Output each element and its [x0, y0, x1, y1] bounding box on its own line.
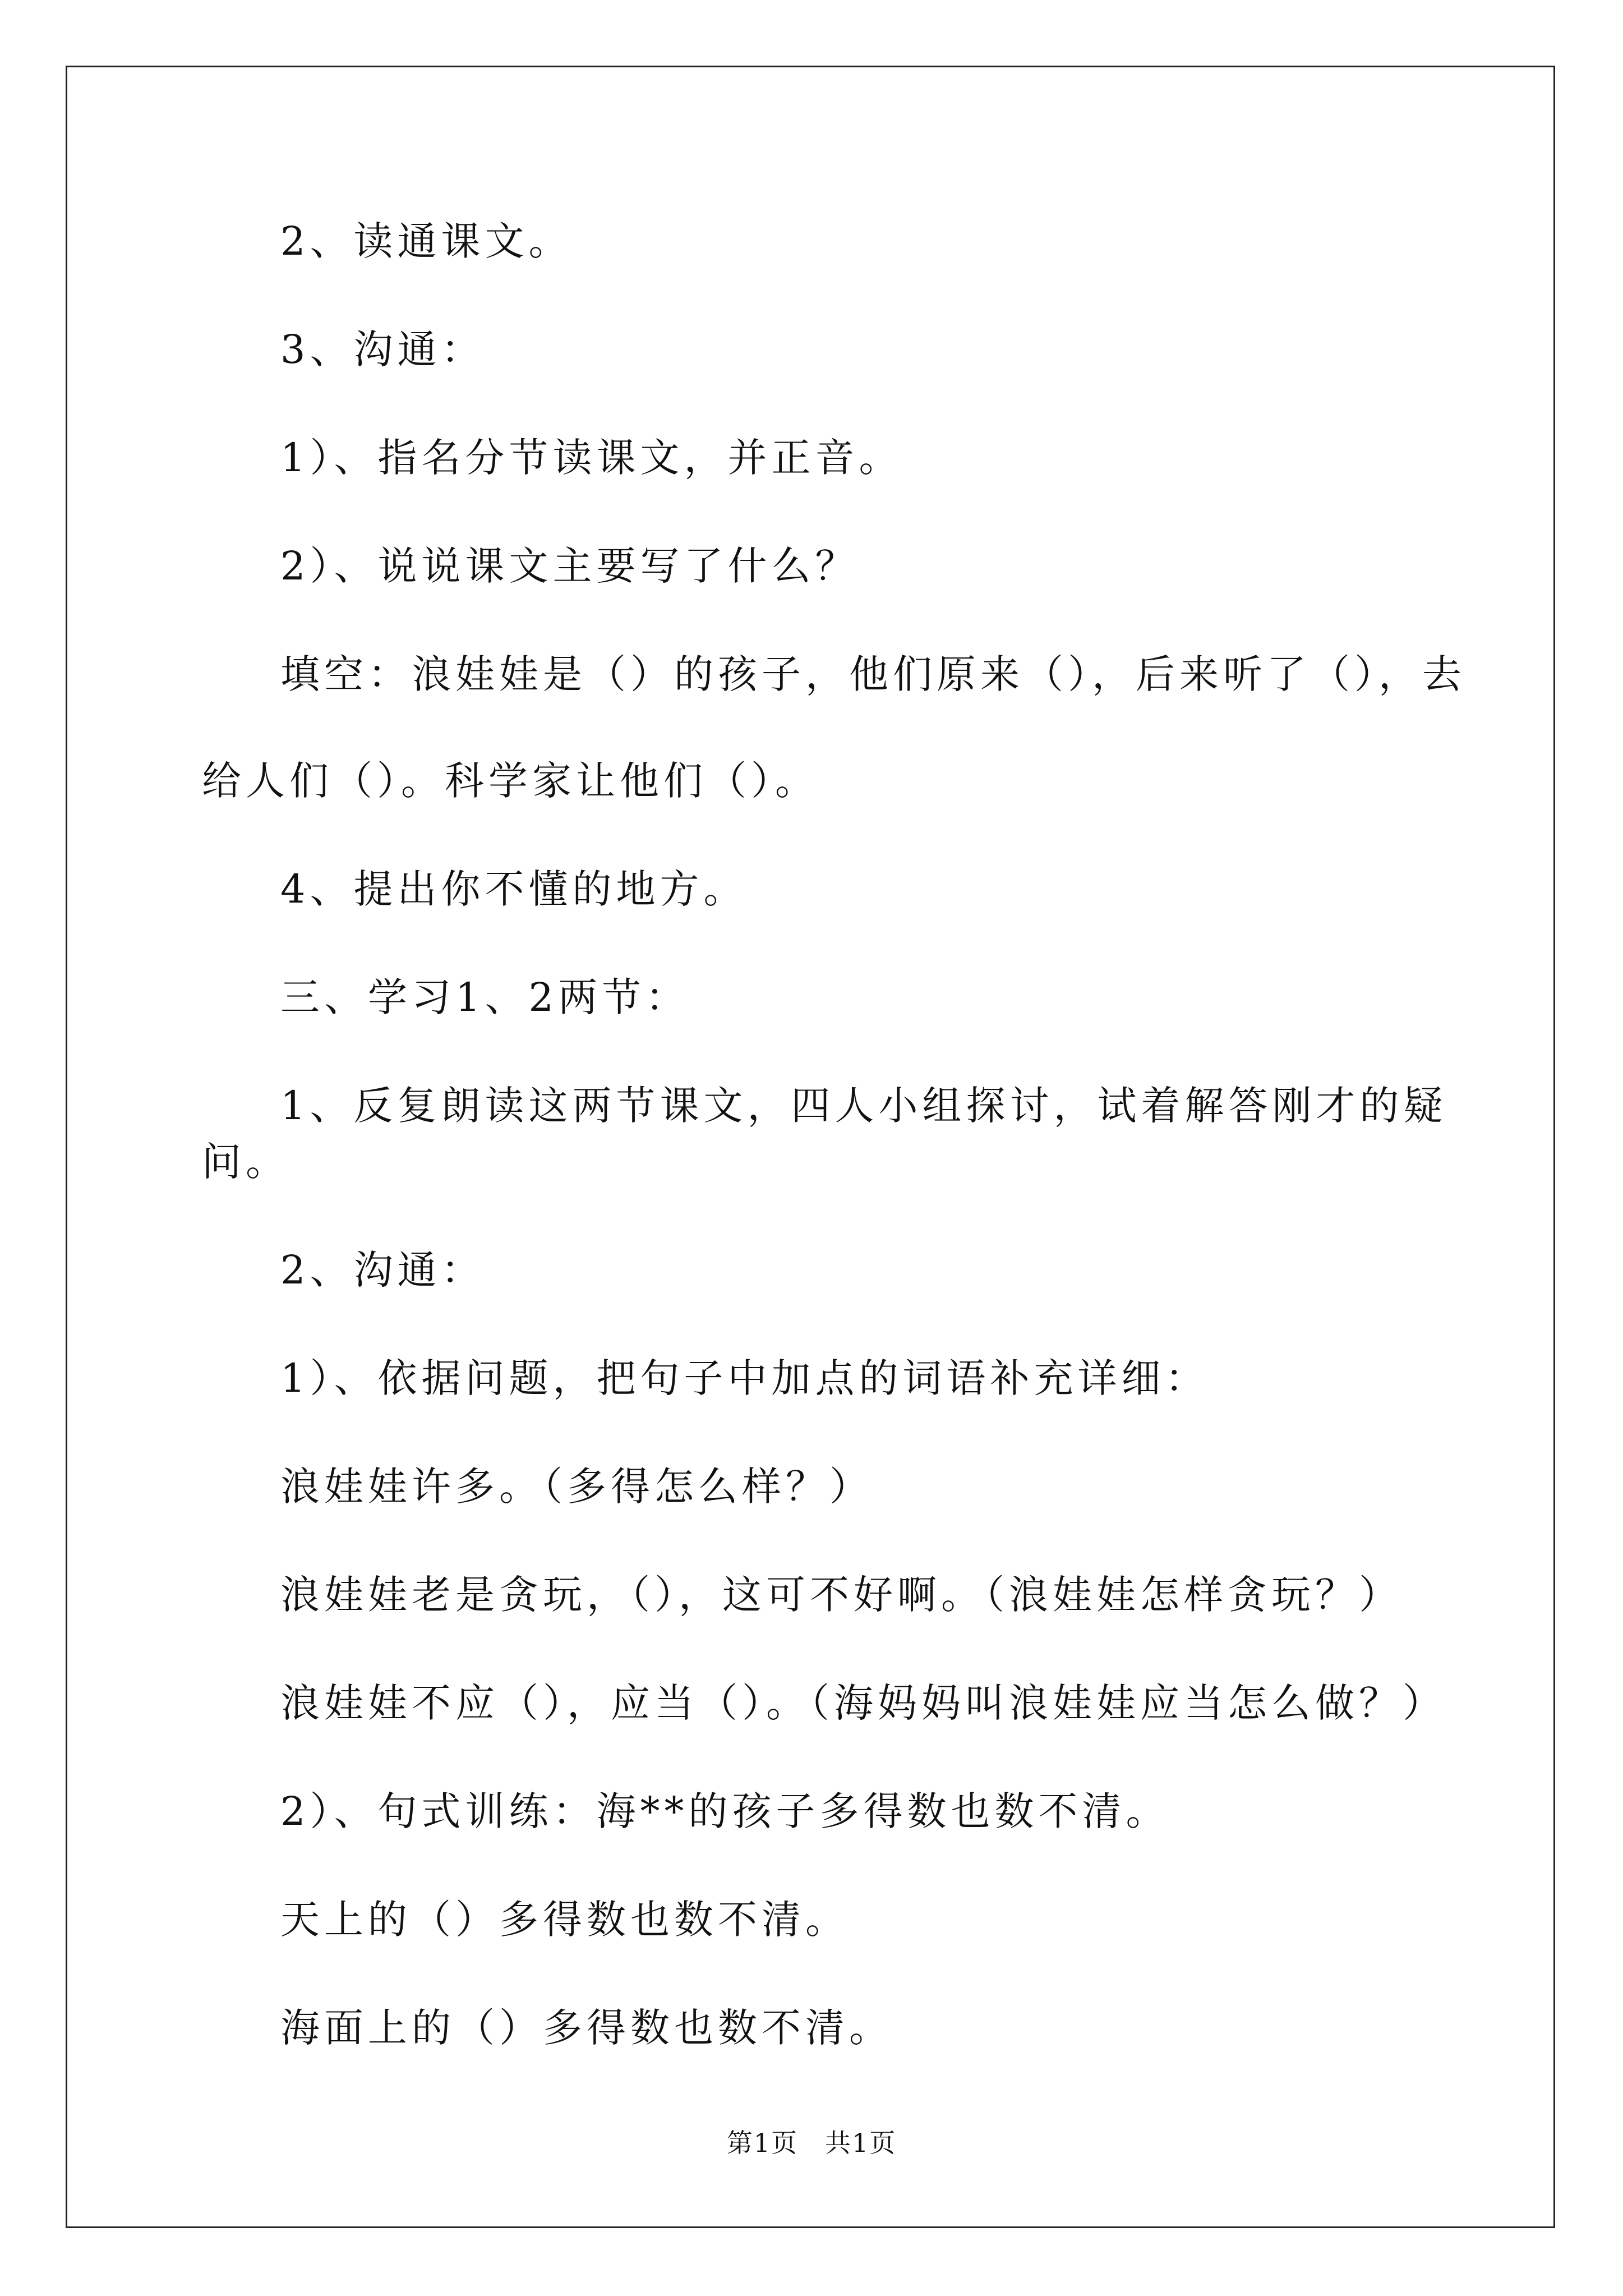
- paragraph-8: 1、反复朗读这两节课文，四人小组探讨，试着解答刚才的疑问。: [202, 1083, 1447, 1185]
- paragraph-5-fill-blank: 填空：浪娃娃是（）的孩子，他们原来（），后来听了（），去给人们（）。科学家让他们（）。: [202, 651, 1466, 804]
- paragraph-15: 天上的（）多得数也数不清。: [280, 1897, 849, 1943]
- paragraph-6: 4、提出你不懂的地方。: [280, 866, 748, 912]
- paragraph-11: 浪娃娃许多。（多得怎么样？）: [280, 1464, 873, 1510]
- paragraph-9: 2、沟通：: [280, 1247, 485, 1293]
- paragraph-10: 1）、依据问题，把句子中加点的词语补充详细：: [280, 1355, 1209, 1401]
- paragraph-12: 浪娃娃老是贪玩，（），这可不好啊。（浪娃娃怎样贪玩？）: [280, 1572, 1403, 1618]
- paragraph-14: 2）、句式训练：海**的孩子多得数也数不清。: [280, 1788, 1170, 1834]
- paragraph-7-section-heading: 三、学习1、2两节：: [280, 974, 690, 1020]
- document-body: [202, 213, 1481, 2108]
- paragraph-4: 2）、说说课文主要写了什么？: [280, 543, 859, 589]
- paragraph-16: 海面上的（）多得数也数不清。: [280, 2005, 893, 2051]
- paragraph-13: 浪娃娃不应（），应当（）。（海妈妈叫浪娃娃应当怎么做？）: [280, 1680, 1446, 1726]
- page-footer: 第1页 共1页: [726, 2128, 897, 2158]
- paragraph-3: 1）、指名分节读课文，并正音。: [280, 435, 903, 481]
- paragraph-2: 3、沟通：: [280, 326, 485, 372]
- paragraph-1: 2、读通课文。: [280, 218, 573, 264]
